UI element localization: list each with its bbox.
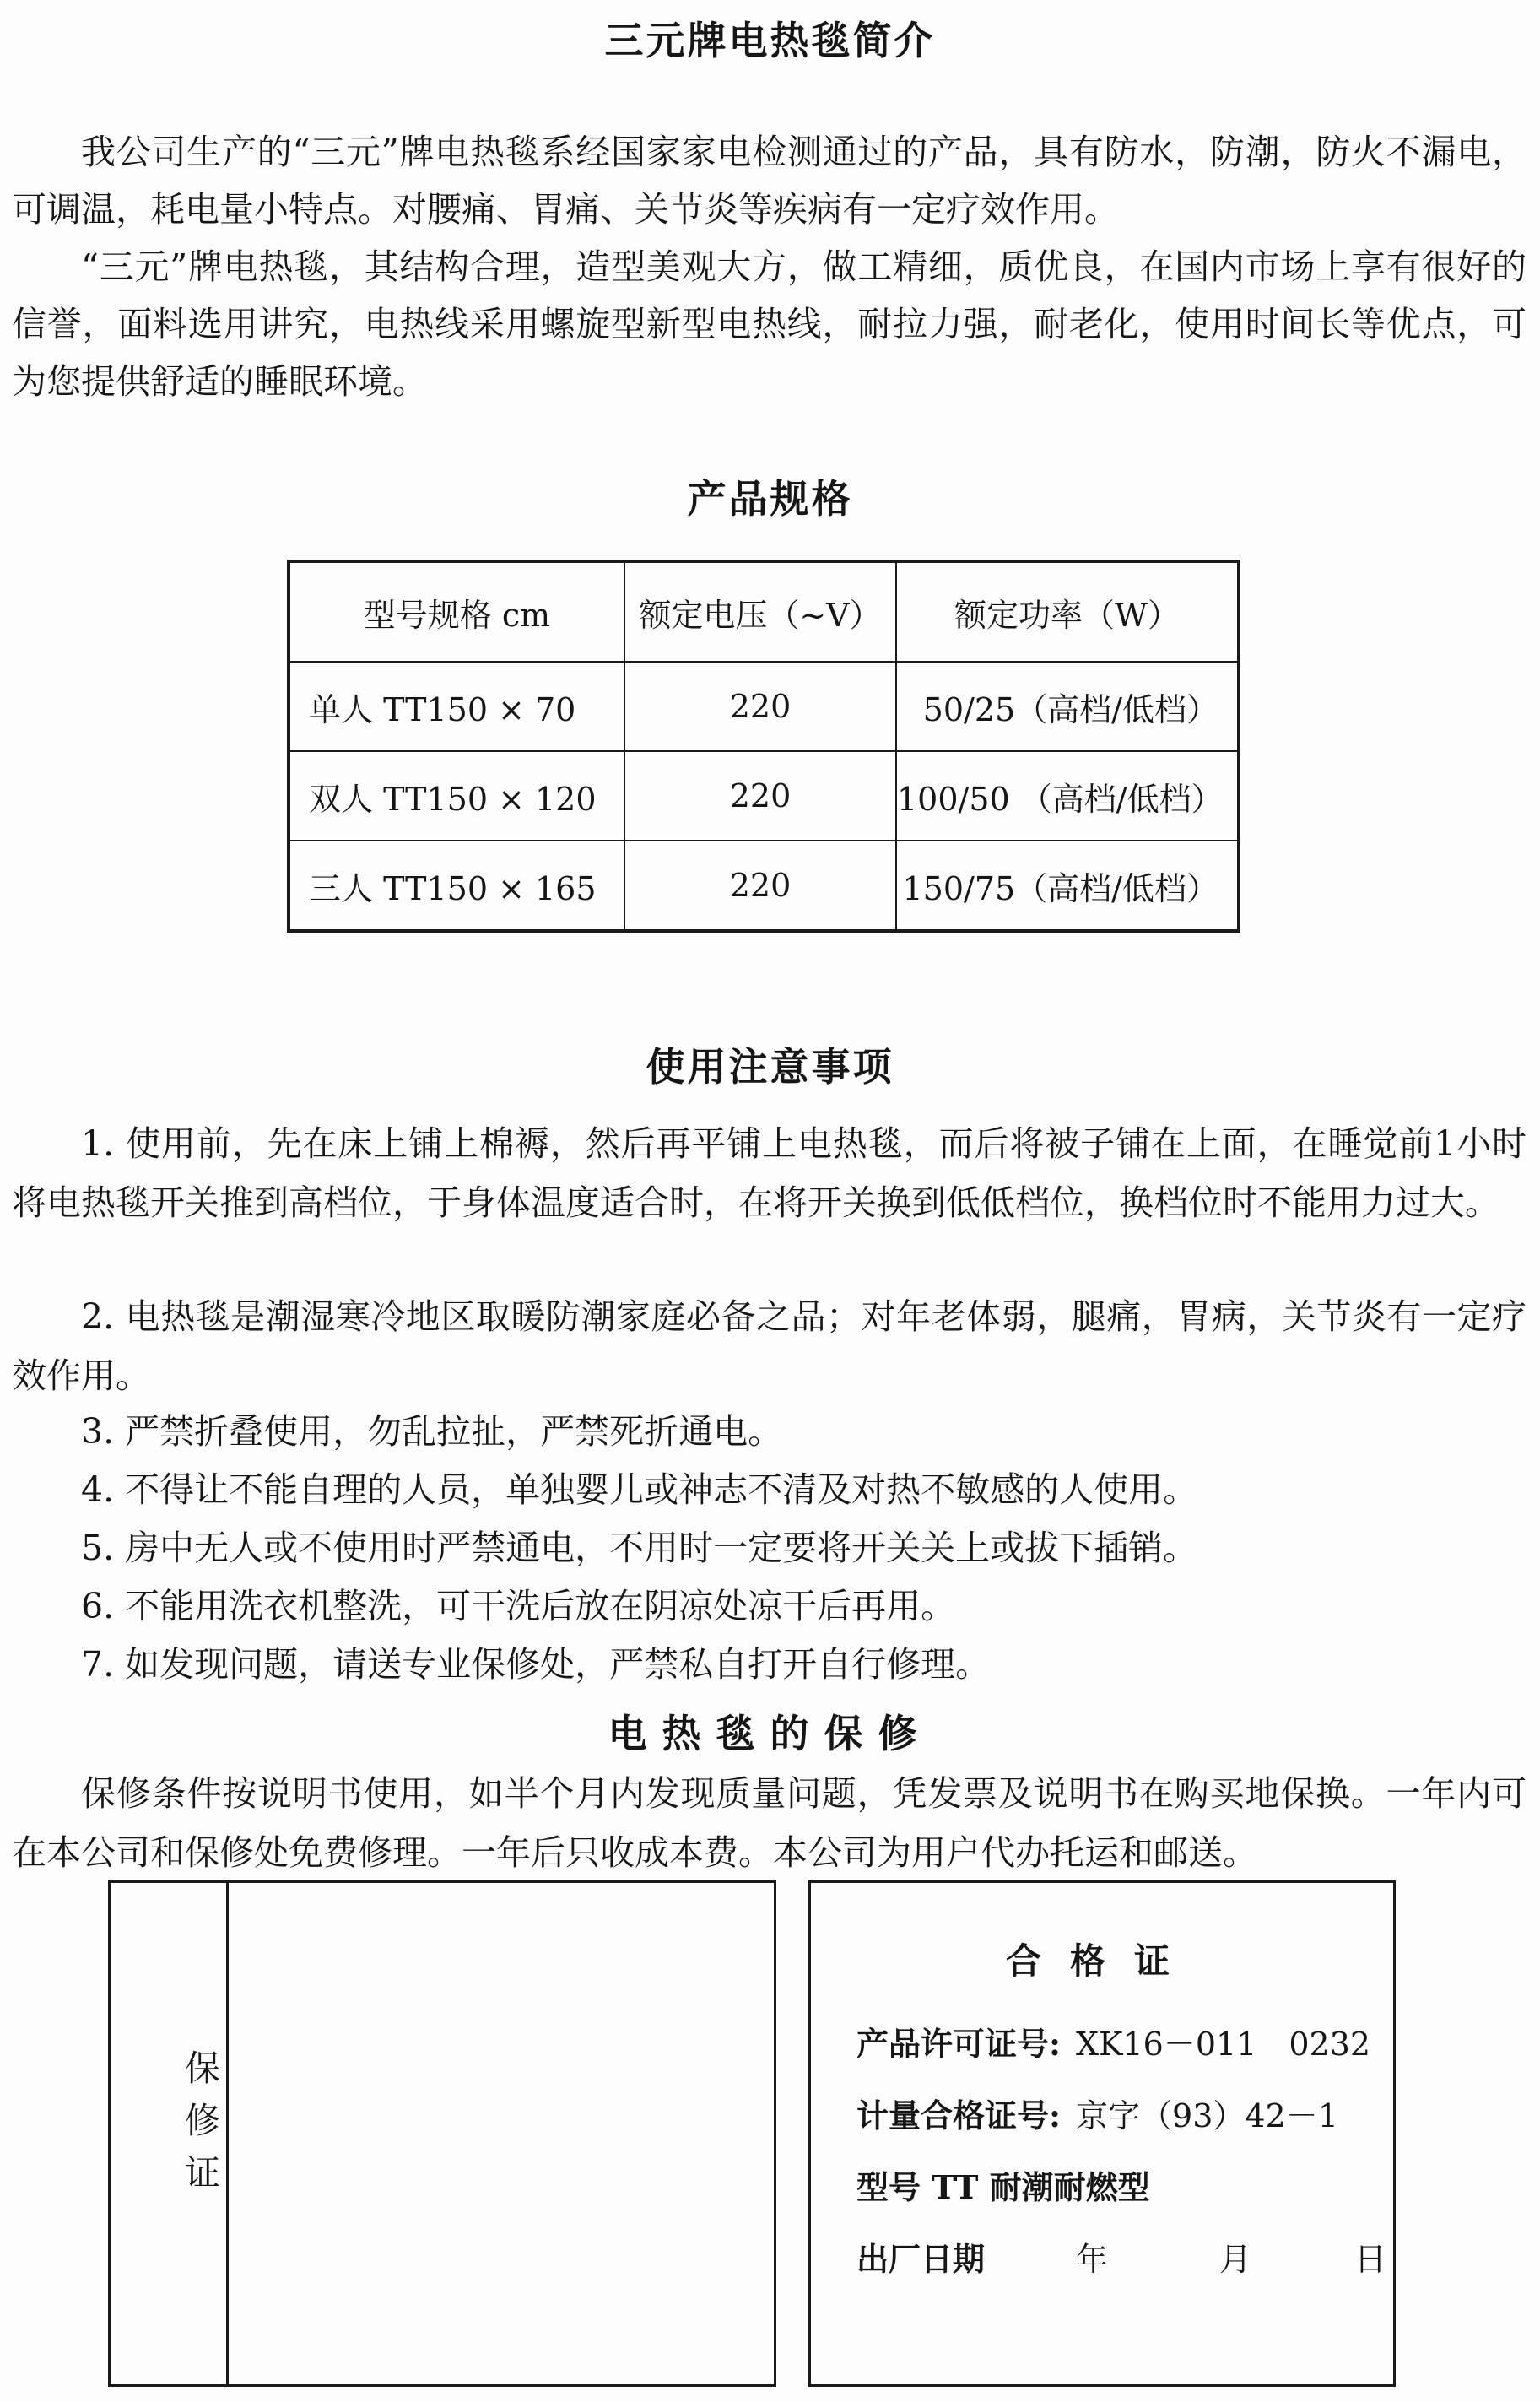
specs-title: 产品规格 — [687, 476, 853, 522]
notes-title: 使用注意事项 — [646, 1044, 894, 1090]
note-item-7: 7. 如发现问题，请送专业保修处，严禁私自打开自行修理。 — [81, 1644, 991, 1685]
table-row — [289, 751, 1239, 841]
table-row — [289, 662, 1239, 751]
certificate-license-line — [856, 2018, 1370, 2064]
warranty-card — [108, 1880, 776, 2387]
table-row — [289, 841, 1239, 931]
certificate-date-label: 出厂日期 — [856, 2240, 986, 2278]
spec-cell-voltage: 220 — [624, 662, 896, 751]
certificate-title: 合格证 — [1005, 1940, 1198, 1982]
warranty-card-label-strip — [111, 1883, 229, 2384]
certificate-metrology-line — [856, 2090, 1338, 2136]
note-item-2: 2. 电热毯是潮湿寒冷地区取暖防潮家庭必备之品；对年老体弱，腿痛，胃病，关节炎有一定疗效作用。 — [12, 1296, 1526, 1396]
spec-cell-model: 单人 TT150 × 70 — [289, 662, 624, 751]
certificate-model-line: 型号 TT 耐潮耐燃型 — [856, 2168, 1150, 2206]
certificate-date-day: 日 — [1354, 2241, 1387, 2278]
spec-cell-voltage: 220 — [624, 751, 896, 841]
spec-header-voltage: 额定电压（~V） — [624, 561, 896, 662]
certificate-date-line — [856, 2233, 1386, 2280]
certificate-metrology-value: 京字（93）42－1 — [1076, 2097, 1338, 2134]
warranty-card-blank-area — [231, 1883, 774, 2384]
note-item-5: 5. 房中无人或不使用时严禁通电，不用时一定要将开关关上或拔下插销。 — [81, 1528, 1198, 1568]
note-item-6: 6. 不能用洗衣机整洗，可干洗后放在阴凉处凉干后再用。 — [81, 1586, 956, 1626]
certificate-date-month: 月 — [1219, 2241, 1252, 2278]
certificate-date-year: 年 — [1076, 2241, 1109, 2278]
certificate-license-label: 产品许可证号: — [856, 2025, 1062, 2063]
spec-cell-voltage: 220 — [624, 841, 896, 931]
intro-paragraph-1: 我公司生产的“三元”牌电热毯系经国家家电检测通过的产品，具有防水，防潮，防火不漏电，可调温，耗电量小特点。对腰痛、胃痛、关节炎等疾病有一定疗效作用。 — [12, 132, 1526, 230]
spec-table — [287, 560, 1240, 933]
certificate-license-value: XK16－011 0232 — [1076, 2026, 1371, 2063]
spec-cell-power: 50/25（高档/低档） — [896, 662, 1239, 751]
warranty-title: 电热毯的保修 — [608, 1711, 932, 1756]
spec-cell-model: 三人 TT150 × 165 — [289, 841, 624, 931]
note-item-3: 3. 严禁折叠使用，勿乱拉扯，严禁死折通电。 — [81, 1411, 783, 1452]
spec-table-header-row — [289, 561, 1239, 662]
certificate-card — [808, 1880, 1396, 2387]
note-item-1: 1. 使用前，先在床上铺上棉褥，然后再平铺上电热毯，而后将被子铺在上面，在睡觉前1小时将电热毯开关推到高档位，于身体温度适合时，在将开关换到低低档位，换档位时不能用力过大。 — [12, 1123, 1526, 1223]
intro-paragraph-2: “三元”牌电热毯，其结构合理，造型美观大方，做工精细，质优良，在国内市场上享有很好的信誉，面料选用讲究，电热线采用螺旋型新型电热线，耐拉力强，耐老化，使用时间长等优点，可为您提供舒适的睡眠环境。 — [12, 246, 1526, 402]
note-item-4: 4. 不得让不能自理的人员，单独婴儿或神志不清及对热不敏感的人使用。 — [81, 1469, 1198, 1510]
spec-cell-model: 双人 TT150 × 120 — [289, 751, 624, 841]
spec-cell-power: 100/50 （高档/低档） — [896, 751, 1239, 841]
warranty-text: 保修条件按说明书使用，如半个月内发现质量问题，凭发票及说明书在购买地保换。一年内可在本公司和保修处免费修理。一年后只收成本费。本公司为用户代办托运和邮送。 — [12, 1773, 1526, 1873]
spec-header-power: 额定功率（W） — [896, 561, 1239, 662]
intro-title: 三元牌电热毯简介 — [604, 18, 936, 63]
certificate-metrology-label: 计量合格证号: — [856, 2096, 1062, 2134]
warranty-card-label: 保修证 — [180, 2049, 221, 2206]
spec-header-model: 型号规格 cm — [289, 561, 624, 662]
spec-cell-power: 150/75（高档/低档） — [896, 841, 1239, 931]
